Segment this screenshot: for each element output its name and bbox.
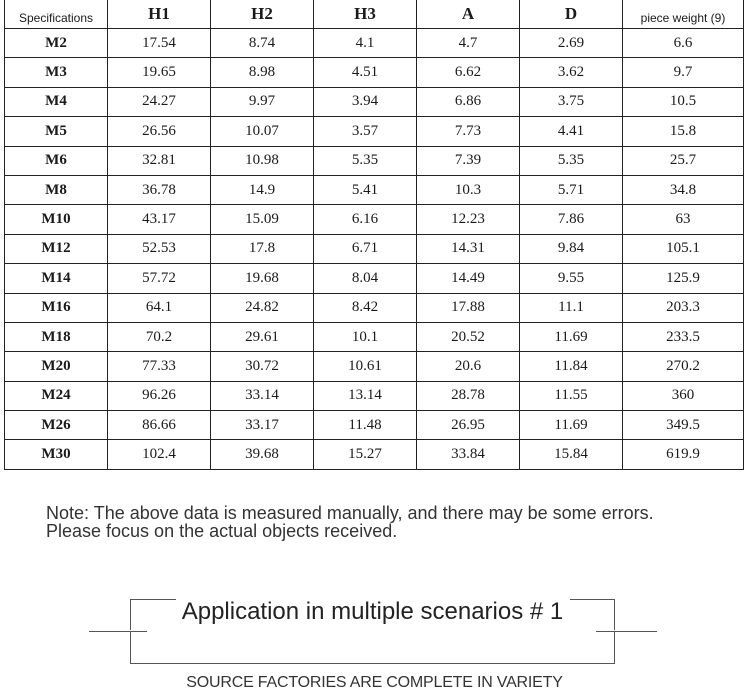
banner-right-line — [596, 631, 657, 632]
spec-cell: M20 — [5, 352, 108, 381]
value-cell: 17.54 — [108, 29, 211, 58]
value-cell: 14.49 — [417, 264, 520, 293]
table-row — [5, 205, 744, 234]
value-cell: 43.17 — [108, 205, 211, 234]
spec-table-body — [5, 29, 744, 470]
column-header: Specifications — [5, 0, 108, 29]
banner-title: Application in multiple scenarios # 1 — [181, 598, 564, 625]
value-cell: 24.27 — [108, 87, 211, 116]
value-cell: 619.9 — [623, 440, 744, 469]
value-cell: 77.33 — [108, 352, 211, 381]
value-cell: 11.1 — [520, 293, 623, 322]
value-cell: 86.66 — [108, 411, 211, 440]
value-cell: 7.73 — [417, 117, 520, 146]
value-cell: 8.98 — [211, 58, 314, 87]
value-cell: 10.07 — [211, 117, 314, 146]
table-row — [5, 381, 744, 410]
value-cell: 10.3 — [417, 175, 520, 204]
value-cell: 9.84 — [520, 234, 623, 263]
value-cell: 125.9 — [623, 264, 744, 293]
value-cell: 17.88 — [417, 293, 520, 322]
spec-cell: M14 — [5, 264, 108, 293]
value-cell: 15.84 — [520, 440, 623, 469]
value-cell: 4.7 — [417, 29, 520, 58]
value-cell: 270.2 — [623, 352, 744, 381]
value-cell: 15.09 — [211, 205, 314, 234]
column-header: H1 — [108, 0, 211, 29]
banner-left-line — [89, 631, 147, 632]
value-cell: 4.41 — [520, 117, 623, 146]
value-cell: 26.56 — [108, 117, 211, 146]
value-cell: 6.71 — [314, 234, 417, 263]
value-cell: 5.35 — [520, 146, 623, 175]
value-cell: 15.27 — [314, 440, 417, 469]
value-cell: 33.84 — [417, 440, 520, 469]
table-row — [5, 175, 744, 204]
value-cell: 3.94 — [314, 87, 417, 116]
table-row — [5, 146, 744, 175]
value-cell: 349.5 — [623, 411, 744, 440]
value-cell: 20.52 — [417, 322, 520, 351]
spec-table — [4, 0, 744, 470]
value-cell: 26.95 — [417, 411, 520, 440]
value-cell: 9.55 — [520, 264, 623, 293]
value-cell: 52.53 — [108, 234, 211, 263]
spec-cell: M26 — [5, 411, 108, 440]
value-cell: 4.1 — [314, 29, 417, 58]
value-cell: 203.3 — [623, 293, 744, 322]
value-cell: 8.42 — [314, 293, 417, 322]
value-cell: 7.39 — [417, 146, 520, 175]
value-cell: 8.04 — [314, 264, 417, 293]
value-cell: 5.71 — [520, 175, 623, 204]
value-cell: 29.61 — [211, 322, 314, 351]
note-line-1: Note: The above data is measured manually, and there may be some errors. — [46, 503, 654, 523]
value-cell: 2.69 — [520, 29, 623, 58]
value-cell: 39.68 — [211, 440, 314, 469]
value-cell: 9.97 — [211, 87, 314, 116]
value-cell: 14.9 — [211, 175, 314, 204]
spec-cell: M2 — [5, 29, 108, 58]
value-cell: 11.55 — [520, 381, 623, 410]
value-cell: 11.48 — [314, 411, 417, 440]
value-cell: 19.68 — [211, 264, 314, 293]
value-cell: 64.1 — [108, 293, 211, 322]
value-cell: 63 — [623, 205, 744, 234]
value-cell: 6.16 — [314, 205, 417, 234]
value-cell: 5.35 — [314, 146, 417, 175]
note-line-2: Please focus on the actual objects received. — [46, 521, 398, 541]
value-cell: 11.69 — [520, 411, 623, 440]
value-cell: 3.75 — [520, 87, 623, 116]
measurement-note — [46, 504, 736, 540]
banner-bracket-bottom-left — [130, 631, 131, 664]
table-row — [5, 293, 744, 322]
value-cell: 14.31 — [417, 234, 520, 263]
table-row — [5, 322, 744, 351]
column-header: D — [520, 0, 623, 29]
spec-cell: M12 — [5, 234, 108, 263]
value-cell: 3.62 — [520, 58, 623, 87]
header-row — [5, 0, 744, 29]
value-cell: 8.74 — [211, 29, 314, 58]
value-cell: 10.61 — [314, 352, 417, 381]
value-cell: 6.62 — [417, 58, 520, 87]
table-row — [5, 440, 744, 469]
value-cell: 24.82 — [211, 293, 314, 322]
value-cell: 3.57 — [314, 117, 417, 146]
table-row — [5, 264, 744, 293]
value-cell: 25.7 — [623, 146, 744, 175]
value-cell: 9.7 — [623, 58, 744, 87]
banner-bracket-bottom-right — [614, 631, 615, 664]
column-header: piece weight (9) — [623, 0, 744, 29]
table-row — [5, 234, 744, 263]
spec-cell: M8 — [5, 175, 108, 204]
value-cell: 6.6 — [623, 29, 744, 58]
spec-cell: M24 — [5, 381, 108, 410]
spec-cell: M18 — [5, 322, 108, 351]
value-cell: 20.6 — [417, 352, 520, 381]
value-cell: 57.72 — [108, 264, 211, 293]
value-cell: 96.26 — [108, 381, 211, 410]
table-row — [5, 352, 744, 381]
value-cell: 11.84 — [520, 352, 623, 381]
value-cell: 19.65 — [108, 58, 211, 87]
banner-subtitle: SOURCE FACTORIES ARE COMPLETE IN VARIETY — [186, 674, 563, 691]
spec-table-header — [5, 0, 744, 29]
value-cell: 36.78 — [108, 175, 211, 204]
spec-cell: M4 — [5, 87, 108, 116]
table-row — [5, 87, 744, 116]
banner-bottom-rule — [130, 663, 615, 664]
column-header: H3 — [314, 0, 417, 29]
value-cell: 10.98 — [211, 146, 314, 175]
spec-cell: M5 — [5, 117, 108, 146]
value-cell: 360 — [623, 381, 744, 410]
spec-cell: M16 — [5, 293, 108, 322]
value-cell: 105.1 — [623, 234, 744, 263]
value-cell: 32.81 — [108, 146, 211, 175]
value-cell: 17.8 — [211, 234, 314, 263]
value-cell: 12.23 — [417, 205, 520, 234]
value-cell: 33.14 — [211, 381, 314, 410]
value-cell: 30.72 — [211, 352, 314, 381]
spec-cell: M6 — [5, 146, 108, 175]
value-cell: 13.14 — [314, 381, 417, 410]
table-row — [5, 29, 744, 58]
column-header: H2 — [211, 0, 314, 29]
value-cell: 28.78 — [417, 381, 520, 410]
value-cell: 15.8 — [623, 117, 744, 146]
table-row — [5, 58, 744, 87]
column-header: A — [417, 0, 520, 29]
value-cell: 33.17 — [211, 411, 314, 440]
value-cell: 10.5 — [623, 87, 744, 116]
value-cell: 11.69 — [520, 322, 623, 351]
value-cell: 34.8 — [623, 175, 744, 204]
value-cell: 6.86 — [417, 87, 520, 116]
table-row — [5, 411, 744, 440]
spec-cell: M3 — [5, 58, 108, 87]
value-cell: 70.2 — [108, 322, 211, 351]
table-row — [5, 117, 744, 146]
value-cell: 10.1 — [314, 322, 417, 351]
value-cell: 102.4 — [108, 440, 211, 469]
spec-cell: M30 — [5, 440, 108, 469]
value-cell: 5.41 — [314, 175, 417, 204]
value-cell: 7.86 — [520, 205, 623, 234]
value-cell: 233.5 — [623, 322, 744, 351]
spec-cell: M10 — [5, 205, 108, 234]
value-cell: 4.51 — [314, 58, 417, 87]
